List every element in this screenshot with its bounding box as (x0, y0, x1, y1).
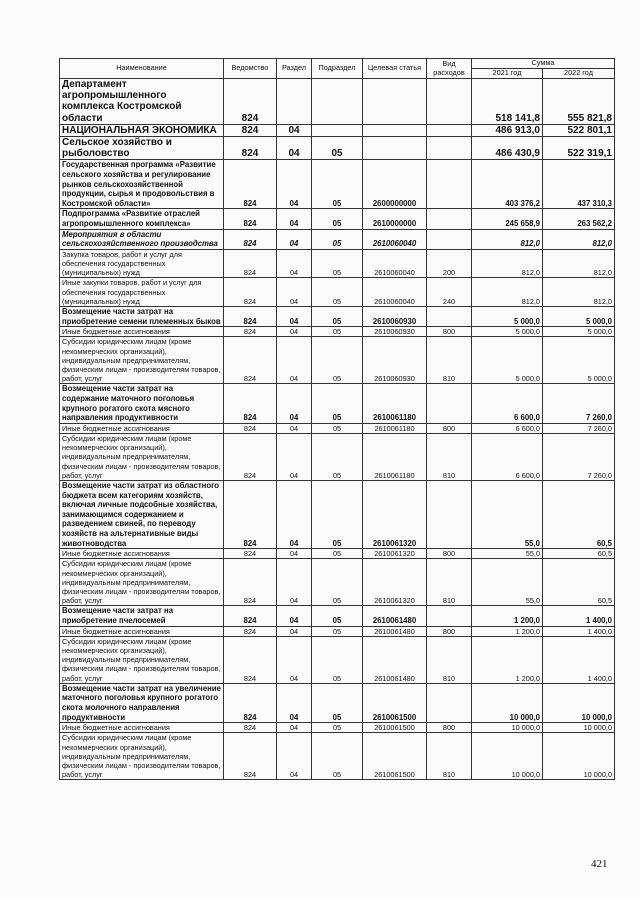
table-row (60, 306, 615, 326)
cell-sum-2021: 55,0 (472, 480, 543, 548)
cell-razdel: 04 (277, 626, 312, 636)
cell-vedomstvo: 824 (224, 384, 277, 423)
cell-target (363, 137, 427, 160)
cell-vedomstvo: 824 (224, 249, 277, 278)
cell-name: Возмещение части затрат на содержание маточного поголовья крупного рогатого скота мясного направления продуктивности (60, 384, 224, 423)
cell-target: 2610061320 (363, 559, 427, 606)
cell-podrazdel: 05 (312, 278, 363, 307)
cell-vedomstvo: 824 (224, 137, 277, 160)
cell-name: Иные бюджетные ассигнования (60, 723, 224, 733)
cell-podrazdel: 05 (312, 480, 363, 548)
cell-razdel: 04 (277, 137, 312, 160)
table-row (60, 723, 615, 733)
cell-podrazdel: 05 (312, 229, 363, 249)
cell-razdel: 04 (277, 606, 312, 626)
cell-vedomstvo: 824 (224, 160, 277, 209)
cell-vedomstvo: 824 (224, 559, 277, 606)
cell-name: Департамент агропромышленного комплекса Костромской области (60, 79, 224, 125)
cell-name: Субсидии юридическим лицам (кроме некоммерческих организаций), индивидуальным предпринимателям, физическим лицам - производителям товаров, работ, услуг (60, 433, 224, 480)
cell-vid: 810 (427, 636, 472, 683)
cell-vedomstvo: 824 (224, 636, 277, 683)
cell-sum-2022: 555 821,8 (543, 79, 615, 125)
cell-vedomstvo: 824 (224, 209, 277, 229)
table-header (60, 59, 615, 79)
table-row (60, 626, 615, 636)
col-header-2021: 2021 год (472, 69, 543, 79)
cell-target: 2610061500 (363, 683, 427, 722)
cell-podrazdel: 05 (312, 327, 363, 337)
cell-vid: 800 (427, 723, 472, 733)
cell-target: 2610060930 (363, 327, 427, 337)
cell-razdel: 04 (277, 423, 312, 433)
cell-target: 2600000000 (363, 160, 427, 209)
cell-name: Государственная программа «Развитие сельского хозяйства и регулирование рынков сельскохозяйственной продукции, сырья и продовольствия в Костромской области» (60, 160, 224, 209)
cell-vid (427, 79, 472, 125)
cell-vedomstvo: 824 (224, 480, 277, 548)
table-row (60, 278, 615, 307)
cell-podrazdel: 05 (312, 549, 363, 559)
cell-podrazdel: 05 (312, 683, 363, 722)
table-row (60, 559, 615, 606)
cell-sum-2021: 10 000,0 (472, 723, 543, 733)
cell-vid: 810 (427, 559, 472, 606)
cell-sum-2022: 60,5 (543, 480, 615, 548)
table-row (60, 549, 615, 559)
cell-podrazdel: 05 (312, 733, 363, 780)
cell-sum-2022: 812,0 (543, 229, 615, 249)
cell-name: Возмещение части затрат на приобретение пчелосемей (60, 606, 224, 626)
cell-sum-2021: 812,0 (472, 278, 543, 307)
cell-vedomstvo: 824 (224, 733, 277, 780)
cell-vedomstvo: 824 (224, 327, 277, 337)
cell-sum-2022: 5 000,0 (543, 306, 615, 326)
cell-razdel: 04 (277, 433, 312, 480)
cell-razdel: 04 (277, 480, 312, 548)
cell-sum-2021: 1 200,0 (472, 636, 543, 683)
cell-vedomstvo: 824 (224, 79, 277, 125)
cell-razdel: 04 (277, 636, 312, 683)
cell-sum-2021: 812,0 (472, 229, 543, 249)
cell-vedomstvo: 824 (224, 337, 277, 384)
cell-name: Субсидии юридическим лицам (кроме некоммерческих организаций), индивидуальным предпринимателям, физическим лицам - производителям товаров, работ, услуг (60, 733, 224, 780)
cell-name: Закупка товаров, работ и услуг для обеспечения государственных (муниципальных) нужд (60, 249, 224, 278)
cell-sum-2022: 60,5 (543, 559, 615, 606)
cell-sum-2021: 403 376,2 (472, 160, 543, 209)
cell-vid: 810 (427, 433, 472, 480)
col-header-summa: Сумма (472, 59, 615, 69)
cell-target (363, 124, 427, 136)
cell-name: НАЦИОНАЛЬНАЯ ЭКОНОМИКА (60, 124, 224, 136)
cell-sum-2021: 5 000,0 (472, 337, 543, 384)
cell-podrazdel: 05 (312, 249, 363, 278)
table-row (60, 160, 615, 209)
cell-target: 2610060930 (363, 306, 427, 326)
cell-target: 2610000000 (363, 209, 427, 229)
cell-razdel: 04 (277, 278, 312, 307)
cell-vedomstvo: 824 (224, 306, 277, 326)
cell-podrazdel: 05 (312, 723, 363, 733)
cell-target: 2610061480 (363, 606, 427, 626)
table-row (60, 124, 615, 136)
cell-razdel: 04 (277, 549, 312, 559)
cell-vedomstvo: 824 (224, 124, 277, 136)
cell-vid (427, 606, 472, 626)
cell-vid (427, 137, 472, 160)
cell-sum-2022: 812,0 (543, 249, 615, 278)
cell-razdel: 04 (277, 209, 312, 229)
table-row (60, 337, 615, 384)
table-row (60, 384, 615, 423)
cell-vid: 200 (427, 249, 472, 278)
cell-name: Субсидии юридическим лицам (кроме некоммерческих организаций), индивидуальным предпринимателям, физическим лицам - производителям товаров, работ, услуг (60, 559, 224, 606)
cell-target: 2610061180 (363, 423, 427, 433)
cell-target: 2610061480 (363, 636, 427, 683)
cell-podrazdel: 05 (312, 209, 363, 229)
cell-name: Иные бюджетные ассигнования (60, 549, 224, 559)
cell-vedomstvo: 824 (224, 549, 277, 559)
cell-target: 2610061320 (363, 549, 427, 559)
cell-razdel: 04 (277, 249, 312, 278)
cell-sum-2022: 5 000,0 (543, 337, 615, 384)
cell-vid: 800 (427, 549, 472, 559)
cell-razdel: 04 (277, 337, 312, 384)
cell-podrazdel: 05 (312, 306, 363, 326)
cell-podrazdel: 05 (312, 160, 363, 209)
col-header-target: Целевая статья (363, 59, 427, 79)
cell-sum-2021: 486 913,0 (472, 124, 543, 136)
cell-sum-2022: 263 562,2 (543, 209, 615, 229)
cell-target: 2610060040 (363, 278, 427, 307)
cell-sum-2021: 518 141,8 (472, 79, 543, 125)
cell-podrazdel: 05 (312, 636, 363, 683)
cell-razdel: 04 (277, 229, 312, 249)
cell-name: Возмещение части затрат из областного бюджета всем категориям хозяйств, включая личные подсобные хозяйства, занимающимся содержанием и разведением свиней, по переводу хозяйств на альтернативные виды животноводства (60, 480, 224, 548)
cell-podrazdel: 05 (312, 137, 363, 160)
col-header-2022: 2022 год (543, 69, 615, 79)
cell-target (363, 79, 427, 125)
cell-vid: 240 (427, 278, 472, 307)
cell-name: Субсидии юридическим лицам (кроме некоммерческих организаций), индивидуальным предпринимателям, физическим лицам - производителям товаров, работ, услуг (60, 337, 224, 384)
cell-podrazdel (312, 79, 363, 125)
budget-table (59, 58, 615, 780)
cell-vid (427, 683, 472, 722)
cell-target: 2610060930 (363, 337, 427, 384)
table-row (60, 327, 615, 337)
cell-sum-2022: 10 000,0 (543, 733, 615, 780)
cell-target: 2610061180 (363, 384, 427, 423)
cell-sum-2021: 486 430,9 (472, 137, 543, 160)
cell-razdel: 04 (277, 683, 312, 722)
cell-razdel: 04 (277, 124, 312, 136)
cell-vid: 810 (427, 337, 472, 384)
table-row (60, 683, 615, 722)
table-row (60, 480, 615, 548)
cell-name: Иные бюджетные ассигнования (60, 327, 224, 337)
cell-sum-2021: 6 600,0 (472, 433, 543, 480)
cell-sum-2022: 10 000,0 (543, 683, 615, 722)
col-header-vid: Вид расходов (427, 59, 472, 79)
cell-sum-2022: 10 000,0 (543, 723, 615, 733)
cell-vedomstvo: 824 (224, 606, 277, 626)
cell-razdel: 04 (277, 327, 312, 337)
cell-podrazdel: 05 (312, 606, 363, 626)
cell-vid (427, 384, 472, 423)
cell-vid: 800 (427, 626, 472, 636)
cell-razdel: 04 (277, 559, 312, 606)
cell-name: Иные закупки товаров, работ и услуг для обеспечения государственных (муниципальных) нужд (60, 278, 224, 307)
cell-vedomstvo: 824 (224, 626, 277, 636)
cell-vid (427, 480, 472, 548)
col-header-podrazdel: Подраздел (312, 59, 363, 79)
cell-name: Сельское хозяйство и рыболовство (60, 137, 224, 160)
table-row (60, 249, 615, 278)
table-row (60, 433, 615, 480)
cell-vid (427, 160, 472, 209)
cell-name: Иные бюджетные ассигнования (60, 423, 224, 433)
table-row (60, 606, 615, 626)
col-header-name: Наименование (60, 59, 224, 79)
cell-name: Возмещение части затрат на увеличение маточного поголовья крупного рогатого скота молочного направления продуктивности (60, 683, 224, 722)
cell-sum-2021: 5 000,0 (472, 327, 543, 337)
cell-sum-2022: 60,5 (543, 549, 615, 559)
table-row (60, 79, 615, 125)
cell-razdel: 04 (277, 733, 312, 780)
cell-razdel: 04 (277, 723, 312, 733)
cell-vid (427, 124, 472, 136)
cell-target: 2610060040 (363, 249, 427, 278)
table-row (60, 229, 615, 249)
table-row (60, 209, 615, 229)
cell-sum-2021: 55,0 (472, 549, 543, 559)
cell-name: Субсидии юридическим лицам (кроме некоммерческих организаций), индивидуальным предпринимателям, физическим лицам - производителям товаров, работ, услуг (60, 636, 224, 683)
cell-vedomstvo: 824 (224, 229, 277, 249)
table-row (60, 733, 615, 780)
cell-sum-2022: 1 400,0 (543, 626, 615, 636)
cell-vedomstvo: 824 (224, 683, 277, 722)
cell-sum-2022: 7 260,0 (543, 433, 615, 480)
cell-razdel (277, 79, 312, 125)
table-row (60, 423, 615, 433)
page-number: 421 (591, 858, 608, 870)
cell-razdel: 04 (277, 306, 312, 326)
cell-target: 2610061320 (363, 480, 427, 548)
cell-podrazdel: 05 (312, 559, 363, 606)
cell-target: 2610061480 (363, 626, 427, 636)
table-body (60, 79, 615, 780)
cell-vid: 810 (427, 733, 472, 780)
cell-vid (427, 209, 472, 229)
cell-podrazdel: 05 (312, 423, 363, 433)
cell-sum-2021: 10 000,0 (472, 733, 543, 780)
table-row (60, 137, 615, 160)
cell-name: Иные бюджетные ассигнования (60, 626, 224, 636)
cell-target: 2610061500 (363, 733, 427, 780)
cell-name: Подпрограмма «Развитие отраслей агропромышленного комплекса» (60, 209, 224, 229)
cell-podrazdel: 05 (312, 337, 363, 384)
cell-sum-2022: 437 310,3 (543, 160, 615, 209)
cell-vid (427, 229, 472, 249)
cell-sum-2022: 1 400,0 (543, 636, 615, 683)
col-header-razdel: Раздел (277, 59, 312, 79)
cell-vedomstvo: 824 (224, 278, 277, 307)
cell-target: 2610061180 (363, 433, 427, 480)
cell-podrazdel: 05 (312, 433, 363, 480)
cell-sum-2021: 6 600,0 (472, 384, 543, 423)
cell-target: 2610060040 (363, 229, 427, 249)
cell-podrazdel: 05 (312, 384, 363, 423)
cell-sum-2021: 5 000,0 (472, 306, 543, 326)
cell-sum-2022: 522 801,1 (543, 124, 615, 136)
cell-sum-2021: 10 000,0 (472, 683, 543, 722)
cell-razdel: 04 (277, 384, 312, 423)
cell-name: Возмещение части затрат на приобретение семени племенных быков (60, 306, 224, 326)
cell-podrazdel: 05 (312, 626, 363, 636)
cell-sum-2022: 1 400,0 (543, 606, 615, 626)
cell-podrazdel (312, 124, 363, 136)
cell-name: Мероприятия в области сельскохозяйственного производства (60, 229, 224, 249)
cell-sum-2021: 1 200,0 (472, 626, 543, 636)
cell-sum-2022: 7 260,0 (543, 423, 615, 433)
cell-vedomstvo: 824 (224, 423, 277, 433)
cell-sum-2022: 812,0 (543, 278, 615, 307)
cell-sum-2022: 5 000,0 (543, 327, 615, 337)
cell-sum-2021: 1 200,0 (472, 606, 543, 626)
cell-sum-2021: 6 600,0 (472, 423, 543, 433)
cell-sum-2021: 245 658,9 (472, 209, 543, 229)
cell-vid (427, 306, 472, 326)
cell-vedomstvo: 824 (224, 723, 277, 733)
cell-target: 2610061500 (363, 723, 427, 733)
cell-razdel: 04 (277, 160, 312, 209)
table-row (60, 636, 615, 683)
col-header-vedomstvo: Ведомство (224, 59, 277, 79)
cell-vid: 800 (427, 423, 472, 433)
cell-sum-2021: 812,0 (472, 249, 543, 278)
cell-sum-2022: 7 260,0 (543, 384, 615, 423)
cell-vid: 800 (427, 327, 472, 337)
cell-sum-2021: 55,0 (472, 559, 543, 606)
cell-sum-2022: 522 319,1 (543, 137, 615, 160)
cell-vedomstvo: 824 (224, 433, 277, 480)
